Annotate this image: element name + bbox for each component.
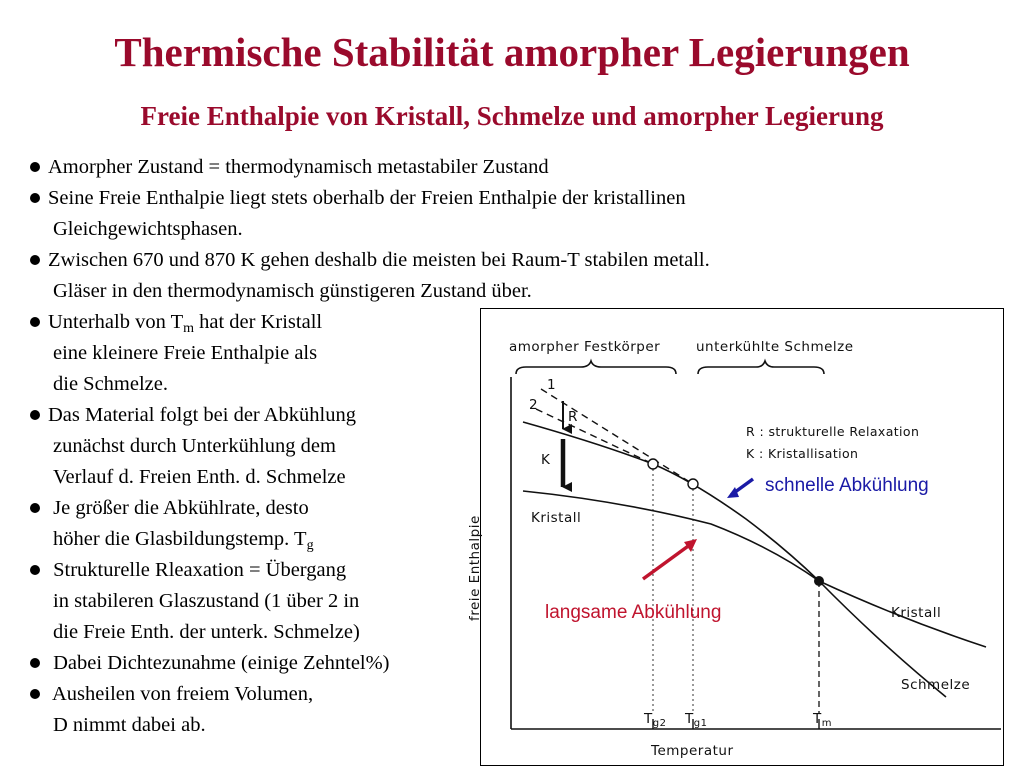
tm-point (814, 576, 824, 586)
brace-amorph (516, 361, 676, 374)
tick-tg2: $T_{g2}$ (644, 711, 667, 729)
crystal-right-label: Kristall (891, 605, 942, 621)
crystal-left-label: Kristall (531, 510, 582, 526)
enthalpy-diagram (467, 308, 1004, 766)
fast-cooling-label: schnelle Abkühlung (765, 475, 929, 496)
bullet-2: Seine Freie Enthalpie liegt stets oberhalb der Freien Enthalpie der kristallinen (30, 183, 910, 214)
page-title: Thermische Stabilität amorpher Legierungen (114, 29, 910, 75)
bullet-dot-icon (30, 410, 40, 420)
region-melt-label: unterkühlte Schmelze (696, 339, 854, 355)
bullet-6-cont: höher die Glasbildungstemp. $T_g$ (53, 528, 314, 553)
bullet-dot-icon (30, 565, 40, 575)
melt-label: Schmelze (901, 677, 971, 693)
bullet-dot-icon (30, 255, 40, 265)
region-amorph-label: amorpher Festkörper (509, 339, 661, 355)
glass-line-2 (536, 409, 653, 464)
legend-crystallization: K : Kristallisation (746, 446, 859, 461)
bullet-dot-icon (30, 503, 40, 513)
bullet-3-cont: Gläser in den thermodynamisch günstigeren Zustand über. (53, 280, 532, 302)
slow-cooling-label: langsame Abkühlung (545, 602, 722, 623)
bullet-6: Je größer die Abkühlrate, desto (30, 493, 910, 524)
tg2-point (648, 459, 658, 469)
x-axis-label: Temperatur (651, 743, 734, 759)
bullet-9: Ausheilen von freiem Volumen, (30, 679, 910, 710)
bullet-5-cont-1: zunächst durch Unterkühlung dem (53, 435, 336, 457)
legend-relaxation: R : strukturelle Relaxation (746, 424, 920, 439)
bullet-7-cont-1: in stabileren Glaszustand (1 über 2 in (53, 590, 360, 612)
bullet-dot-icon (30, 689, 40, 699)
bullet-7: Strukturelle Rleaxation = Übergang (30, 555, 910, 586)
bullet-dot-icon (30, 658, 40, 668)
bullet-5: Das Material folgt bei der Abkühlung (30, 400, 910, 431)
curve-2-label: 2 (529, 397, 539, 413)
tg1-point (688, 479, 698, 489)
melt-curve (523, 422, 946, 697)
tick-tg1: $T_{g1}$ (685, 711, 708, 729)
y-axis-label: freie Enthalpie (467, 515, 483, 621)
bullet-5-cont-2: Verlauf d. Freien Enth. d. Schmelze (53, 466, 346, 488)
tick-tm: $T_m$ (813, 711, 832, 729)
bullet-9-cont: D nimmt dabei ab. (53, 714, 206, 736)
label-R: R (568, 409, 578, 425)
bullet-dot-icon (30, 317, 40, 327)
label-K: K (541, 452, 551, 468)
bullet-dot-icon (30, 162, 40, 172)
bullet-4-cont-1: eine kleinere Freie Enthalpie als (53, 342, 318, 364)
slow-cooling-arrowhead (684, 539, 697, 552)
bullet-1: Amorpher Zustand = thermodynamisch metastabiler Zustand (30, 152, 910, 183)
bullet-7-cont-2: die Freie Enth. der unterk. Schmelze) (53, 621, 360, 643)
enthalpy-diagram-svg (467, 309, 1003, 765)
brace-melt (698, 361, 824, 374)
bullet-4-cont-2: die Schmelze. (53, 373, 168, 395)
bullet-8: Dabei Dichtezunahme (einige Zehntel%) (30, 648, 910, 679)
page-subtitle: Freie Enthalpie von Kristall, Schmelze und amorpher Legierung (140, 101, 884, 131)
bullet-dot-icon (30, 193, 40, 203)
bullet-4: Unterhalb von $T_m$ hat der Kristall (30, 307, 910, 338)
bullet-2-cont: Gleichgewichtsphasen. (53, 218, 243, 240)
bullet-3: Zwischen 670 und 870 K gehen deshalb die meisten bei Raum-T stabilen metall. (30, 245, 910, 276)
curve-1-label: 1 (547, 377, 557, 393)
slow-cooling-arrow (643, 544, 691, 579)
